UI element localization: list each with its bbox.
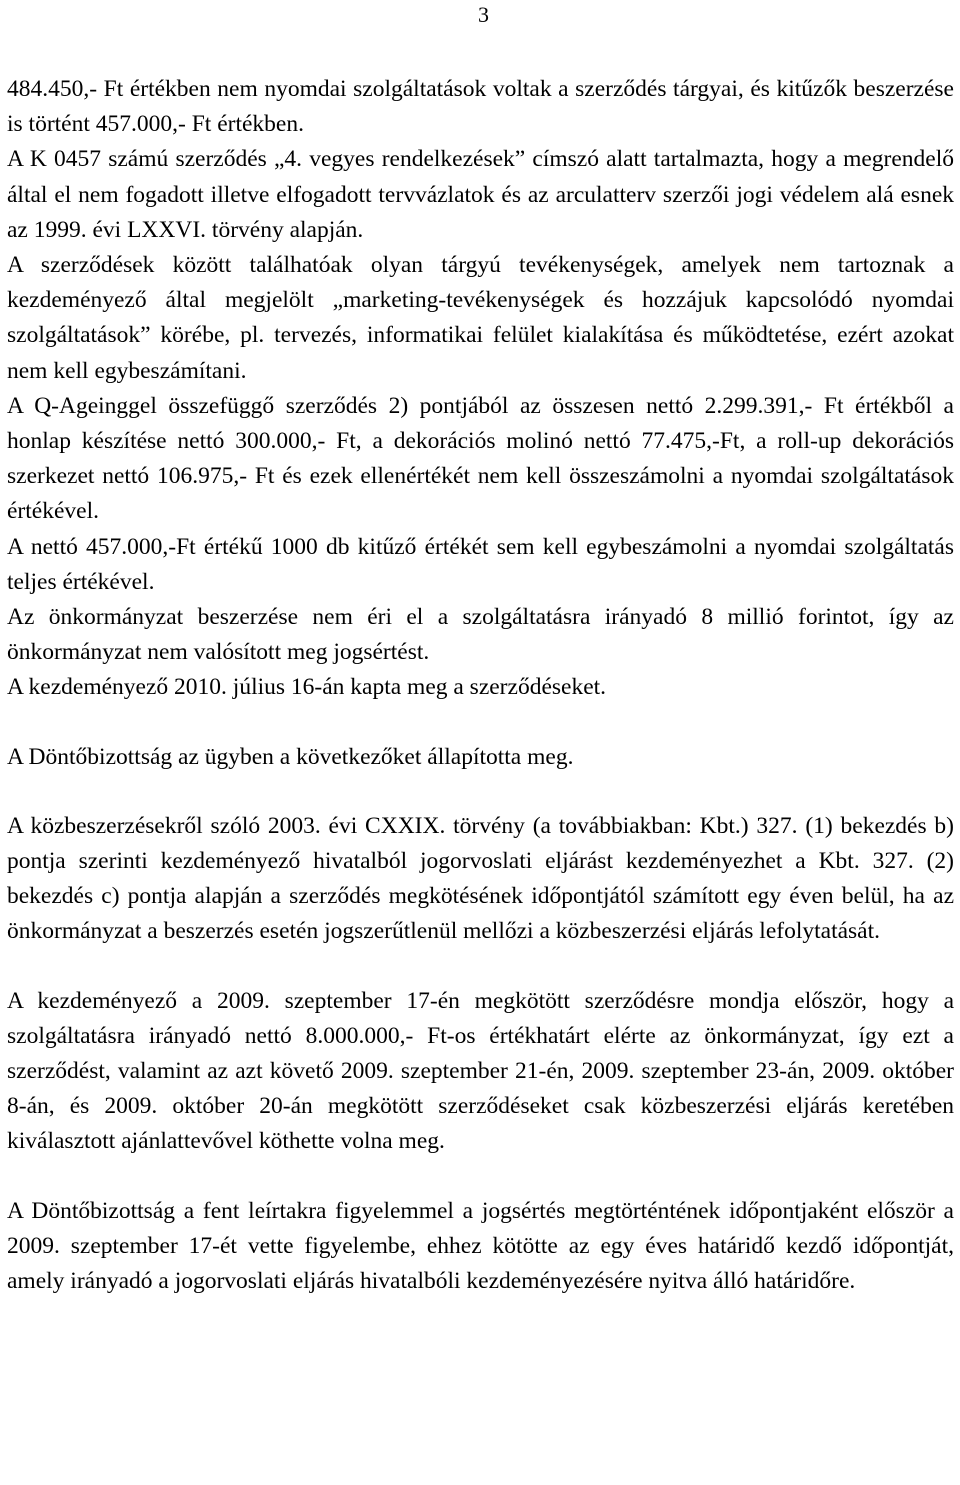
paragraph-threshold: Az önkormányzat beszerzése nem éri el a szolgáltatásra irányadó 8 millió forintot, így az önkormányzat nem valósított meg jogsértést. [7, 604, 954, 666]
paragraph-contract-k0457: A K 0457 számú szerződés „4. vegyes rendelkezések” címszó alatt tartalmazta, hogy a megrendelő által el nem fogadott illetve elfogadott tervvázlatok és az arculatterv szerzői jogi védelem alá esnek az 1999. évi LXXVI. törvény alapján. [7, 146, 954, 243]
paragraph-gap [7, 950, 954, 984]
paragraph-badges-value: A nettó 457.000,-Ft értékű 1000 db kitűző értékét sem kell egybeszámolni a nyomdai szolgáltatás teljes értékével. [7, 533, 954, 595]
paragraph-received-date: A kezdeményező 2010. július 16-án kapta meg a szerződéseket. [7, 674, 607, 701]
paragraph-gap [7, 1160, 954, 1194]
paragraph-values-summary: 484.450,- Ft értékben nem nyomdai szolgáltatások voltak a szerződés tárgyai, és kitűzők beszerzése is történt 457.000,- Ft értékben. [7, 76, 954, 138]
document-body [7, 72, 954, 1299]
paragraph-initiator-claim: A kezdeményező a 2009. szeptember 17-én megkötött szerződésre mondja először, hogy a szolgáltatásra irányadó nettó 8.000.000,- Ft-os értékhatárt elérte az önkormányzat, így ezt a szerződést, valamint az azt követő 2009. szeptember 21-én, 2009. szeptember 23-án, 2009. október 8-án, és 2009. október 20-án megkötött szerződéseket csak közbeszerzési eljárás keretében kiválasztott ajánlattevővel köthette volna meg. [7, 987, 954, 1155]
paragraph-kbt-legal-basis: A közbeszerzésekről szóló 2003. évi CXXIX. törvény (a továbbiakban: Kbt.) 327. (1) bekezdés b) pontja szerinti kezdeményező hivatalból jogorvoslati eljárást kezdeményezhet a Kbt. 327. (2) bekezdés c) pontja alapján a szerződés megkötésének időpontjától számított egy éven belül, ha az önkormányzat a beszerzés esetén jogszerűtlenül mellőzi a közbeszerzési eljárás lefolytatását. [7, 812, 954, 945]
paragraph-q-ageing-contract: A Q-Ageinggel összefüggő szerződés 2) pontjából az összesen nettó 2.299.391,- Ft értékből a honlap készítése nettó 300.000,- Ft, a dekorációs molinó nettó 77.475,-Ft, a roll-up dekorációs szerkezet nettó 106.975,- Ft és ezek ellenértékét nem kell összeszámolni a nyomdai szolgáltatások értékével. [7, 392, 954, 525]
paragraph-gap [7, 706, 954, 740]
paragraph-gap [7, 775, 954, 809]
paragraph-board-findings-heading: A Döntőbizottság az ügyben a következőket állapította meg. [7, 743, 574, 770]
paragraph-deadline-start: A Döntőbizottság a fent leírtakra figyelemmel a jogsértés megtörténtének időpontjaként először a 2009. szeptember 17-ét vette figyelembe, ehhez kötötte az egy éves határidő kezdő időpontját, amely irányadó a jogorvoslati eljárás hivatalbóli kezdeményezésére nyitva álló határidőre. [7, 1197, 954, 1295]
page-number: 3 [478, 2, 489, 27]
paragraph-contract-subjects: A szerződések között találhatóak olyan tárgyú tevékenységek, amelyek nem tartoznak a kezdeményező által megjelölt „marketing-tevékenységek és hozzájuk kapcsolódó nyomdai szolgáltatások” körébe, pl. tervezés, informatikai felület kialakítása és működtetése, ezért azokat nem kell egybeszámítani. [7, 252, 954, 384]
